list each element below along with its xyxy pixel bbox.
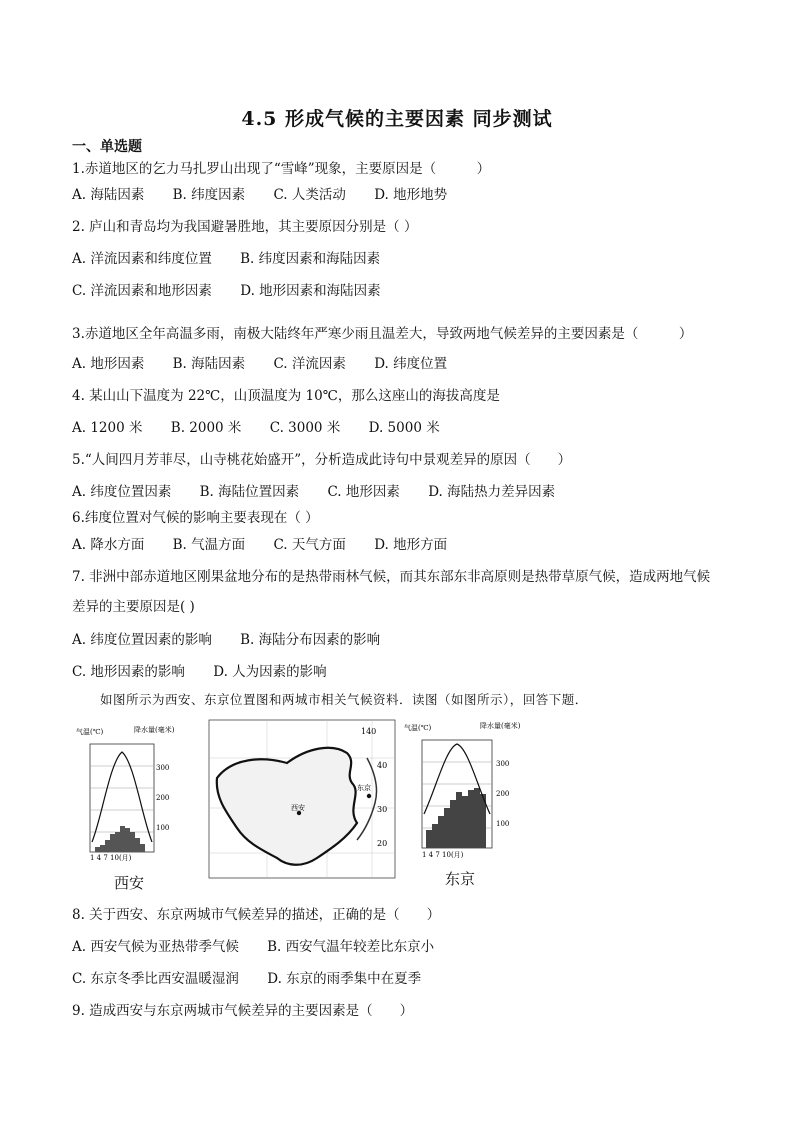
temp-axis-label: 气温(℃) xyxy=(76,728,104,736)
precipitation-bars xyxy=(426,788,486,848)
china-outline xyxy=(217,748,357,865)
question-7-stem: 7. 非洲中部赤道地区刚果盆地分布的是热带雨林气候，而其东部东非高原则是热带草原气候，造成两地气候 xyxy=(72,569,711,585)
lat-label: 20 xyxy=(377,839,388,848)
bar xyxy=(105,840,110,852)
question-2-stem: 2. 庐山和青岛均为我国避暑胜地，其主要原因分别是（ ） xyxy=(72,219,418,235)
location-map xyxy=(207,718,397,880)
option[interactable]: B. 海陆因素 xyxy=(172,356,246,372)
option[interactable]: A. 西安气候为亚热带季气候 xyxy=(72,939,239,955)
bar xyxy=(432,824,438,848)
question-2-options-row2 xyxy=(72,282,405,300)
tokyo-climate-chart xyxy=(400,718,550,860)
page-title: 4.5 形成气候的主要因素 同步测试 xyxy=(241,108,553,130)
figure-caption: 如图所示为西安、东京位置图和两城市相关气候资料．读图（如图所示），回答下题． xyxy=(100,692,588,707)
option[interactable]: B. 2000 米 xyxy=(170,420,242,436)
option[interactable]: D. 地形地势 xyxy=(374,187,448,203)
lat-label: 40 xyxy=(377,761,388,770)
bar xyxy=(462,796,468,848)
tick-label: 200 xyxy=(496,790,510,798)
tick-label: 300 xyxy=(156,764,170,772)
question-7-stem-cont: 差异的主要原因是( ) xyxy=(72,599,195,615)
bar xyxy=(110,834,115,852)
bar xyxy=(95,847,100,852)
bar xyxy=(426,830,432,848)
question-4-options xyxy=(72,419,464,437)
question-2-options-row1 xyxy=(72,250,404,268)
months-label: 1 4 7 10(月) xyxy=(422,851,464,859)
precipitation-bars xyxy=(95,826,145,852)
question-8-stem: 8. 关于西安、东京两城市气候差异的描述，正确的是（ ） xyxy=(72,907,441,923)
bar xyxy=(444,808,450,848)
tokyo-dot xyxy=(367,794,371,798)
bar xyxy=(130,832,135,852)
bar xyxy=(100,845,105,852)
tick-label: 100 xyxy=(496,820,510,828)
question-6-options xyxy=(72,536,471,554)
option[interactable]: C. 洋流因素 xyxy=(273,356,346,372)
option[interactable]: A. 海陆因素 xyxy=(72,187,145,203)
tick-label: 200 xyxy=(156,794,170,802)
option[interactable]: D. 纬度位置 xyxy=(374,356,448,372)
bar xyxy=(120,826,125,852)
option[interactable]: C. 人类活动 xyxy=(273,187,346,203)
question-5-stem: 5.“人间四月芳菲尽，山寺桃花始盛开”，分析造成此诗句中景观差异的原因（ ） xyxy=(72,452,572,468)
option[interactable]: B. 西安气温年较差比东京小 xyxy=(267,939,435,955)
option[interactable]: C. 洋流因素和地形因素 xyxy=(72,283,212,299)
tokyo-label: 东京 xyxy=(445,870,476,888)
bar xyxy=(450,800,456,848)
rain-axis-label: 降水量(毫米) xyxy=(480,722,521,730)
question-4-stem: 4. 某山山下温度为 22℃，山顶温度为 10℃，那么这座山的海拔高度是 xyxy=(72,388,500,404)
bar xyxy=(115,832,120,852)
question-9-stem: 9. 造成西安与东京两城市气候差异的主要因素是（ ） xyxy=(72,1003,414,1019)
option[interactable]: A. 纬度位置因素 xyxy=(72,484,172,500)
question-6-stem: 6.纬度位置对气候的影响主要表现在（ ） xyxy=(72,510,319,526)
option[interactable]: A. 地形因素 xyxy=(72,356,145,372)
bar xyxy=(125,828,130,852)
option[interactable]: D. 地形方面 xyxy=(374,537,448,553)
xian-climate-chart xyxy=(72,722,190,862)
map-label-tokyo: 东京 xyxy=(357,784,371,792)
option[interactable]: C. 东京冬季比西安温暖湿润 xyxy=(72,971,239,987)
option[interactable]: C. 地形因素的影响 xyxy=(72,664,185,680)
bar xyxy=(468,790,474,848)
question-1-stem: 1.赤道地区的乞力马扎罗山出现了“雪峰”现象，主要原因是（ ） xyxy=(72,161,491,177)
question-1-options xyxy=(72,186,471,204)
question-7-options-row2 xyxy=(72,663,351,681)
temp-axis-label: 气温(℃) xyxy=(404,724,432,732)
option[interactable]: B. 海陆分布因素的影响 xyxy=(240,632,381,648)
option[interactable]: B. 纬度因素和海陆因素 xyxy=(240,251,381,267)
option[interactable]: D. 人为因素的影响 xyxy=(213,664,327,680)
question-8-options-row2 xyxy=(72,970,445,988)
gridlines xyxy=(90,766,154,832)
option[interactable]: D. 地形因素和海陆因素 xyxy=(240,283,381,299)
option[interactable]: B. 纬度因素 xyxy=(172,187,246,203)
section-heading: 一、单选题 xyxy=(72,139,142,155)
bar xyxy=(474,788,480,848)
bar xyxy=(135,838,140,852)
option[interactable]: A. 降水方面 xyxy=(72,537,145,553)
option[interactable]: B. 海陆位置因素 xyxy=(199,484,300,500)
japan-outline xyxy=(357,758,377,840)
option[interactable]: A. 洋流因素和纬度位置 xyxy=(72,251,212,267)
rain-axis-label: 降水量(毫米) xyxy=(134,726,175,734)
bar xyxy=(456,792,462,848)
map-label-xian: 西安 xyxy=(291,804,305,812)
xian-label: 西安 xyxy=(114,874,145,892)
option[interactable]: A. 1200 米 xyxy=(72,420,143,436)
option[interactable]: C. 天气方面 xyxy=(273,537,346,553)
option[interactable]: D. 东京的雨季集中在夏季 xyxy=(267,971,422,987)
lon-label: 140 xyxy=(361,727,377,736)
option[interactable]: D. 5000 米 xyxy=(368,420,440,436)
bar xyxy=(140,844,145,852)
option[interactable]: D. 海陆热力差异因素 xyxy=(428,484,556,500)
option[interactable]: C. 地形因素 xyxy=(327,484,400,500)
months-label: 1 4 7 10(月) xyxy=(90,854,132,862)
tick-label: 100 xyxy=(156,824,170,832)
question-5-options xyxy=(72,483,579,501)
option[interactable]: A. 纬度位置因素的影响 xyxy=(72,632,212,648)
tick-label: 300 xyxy=(496,760,510,768)
question-8-options-row1 xyxy=(72,938,458,956)
option[interactable]: C. 3000 米 xyxy=(269,420,341,436)
lat-label: 30 xyxy=(377,805,388,814)
option[interactable]: B. 气温方面 xyxy=(172,537,246,553)
question-7-options-row1 xyxy=(72,631,404,649)
bar xyxy=(438,816,444,848)
question-3-options xyxy=(72,355,471,373)
question-3-stem: 3.赤道地区全年高温多雨，南极大陆终年严寒少雨且温差大，导致两地气候差异的主要因素是（ ） xyxy=(72,326,693,342)
